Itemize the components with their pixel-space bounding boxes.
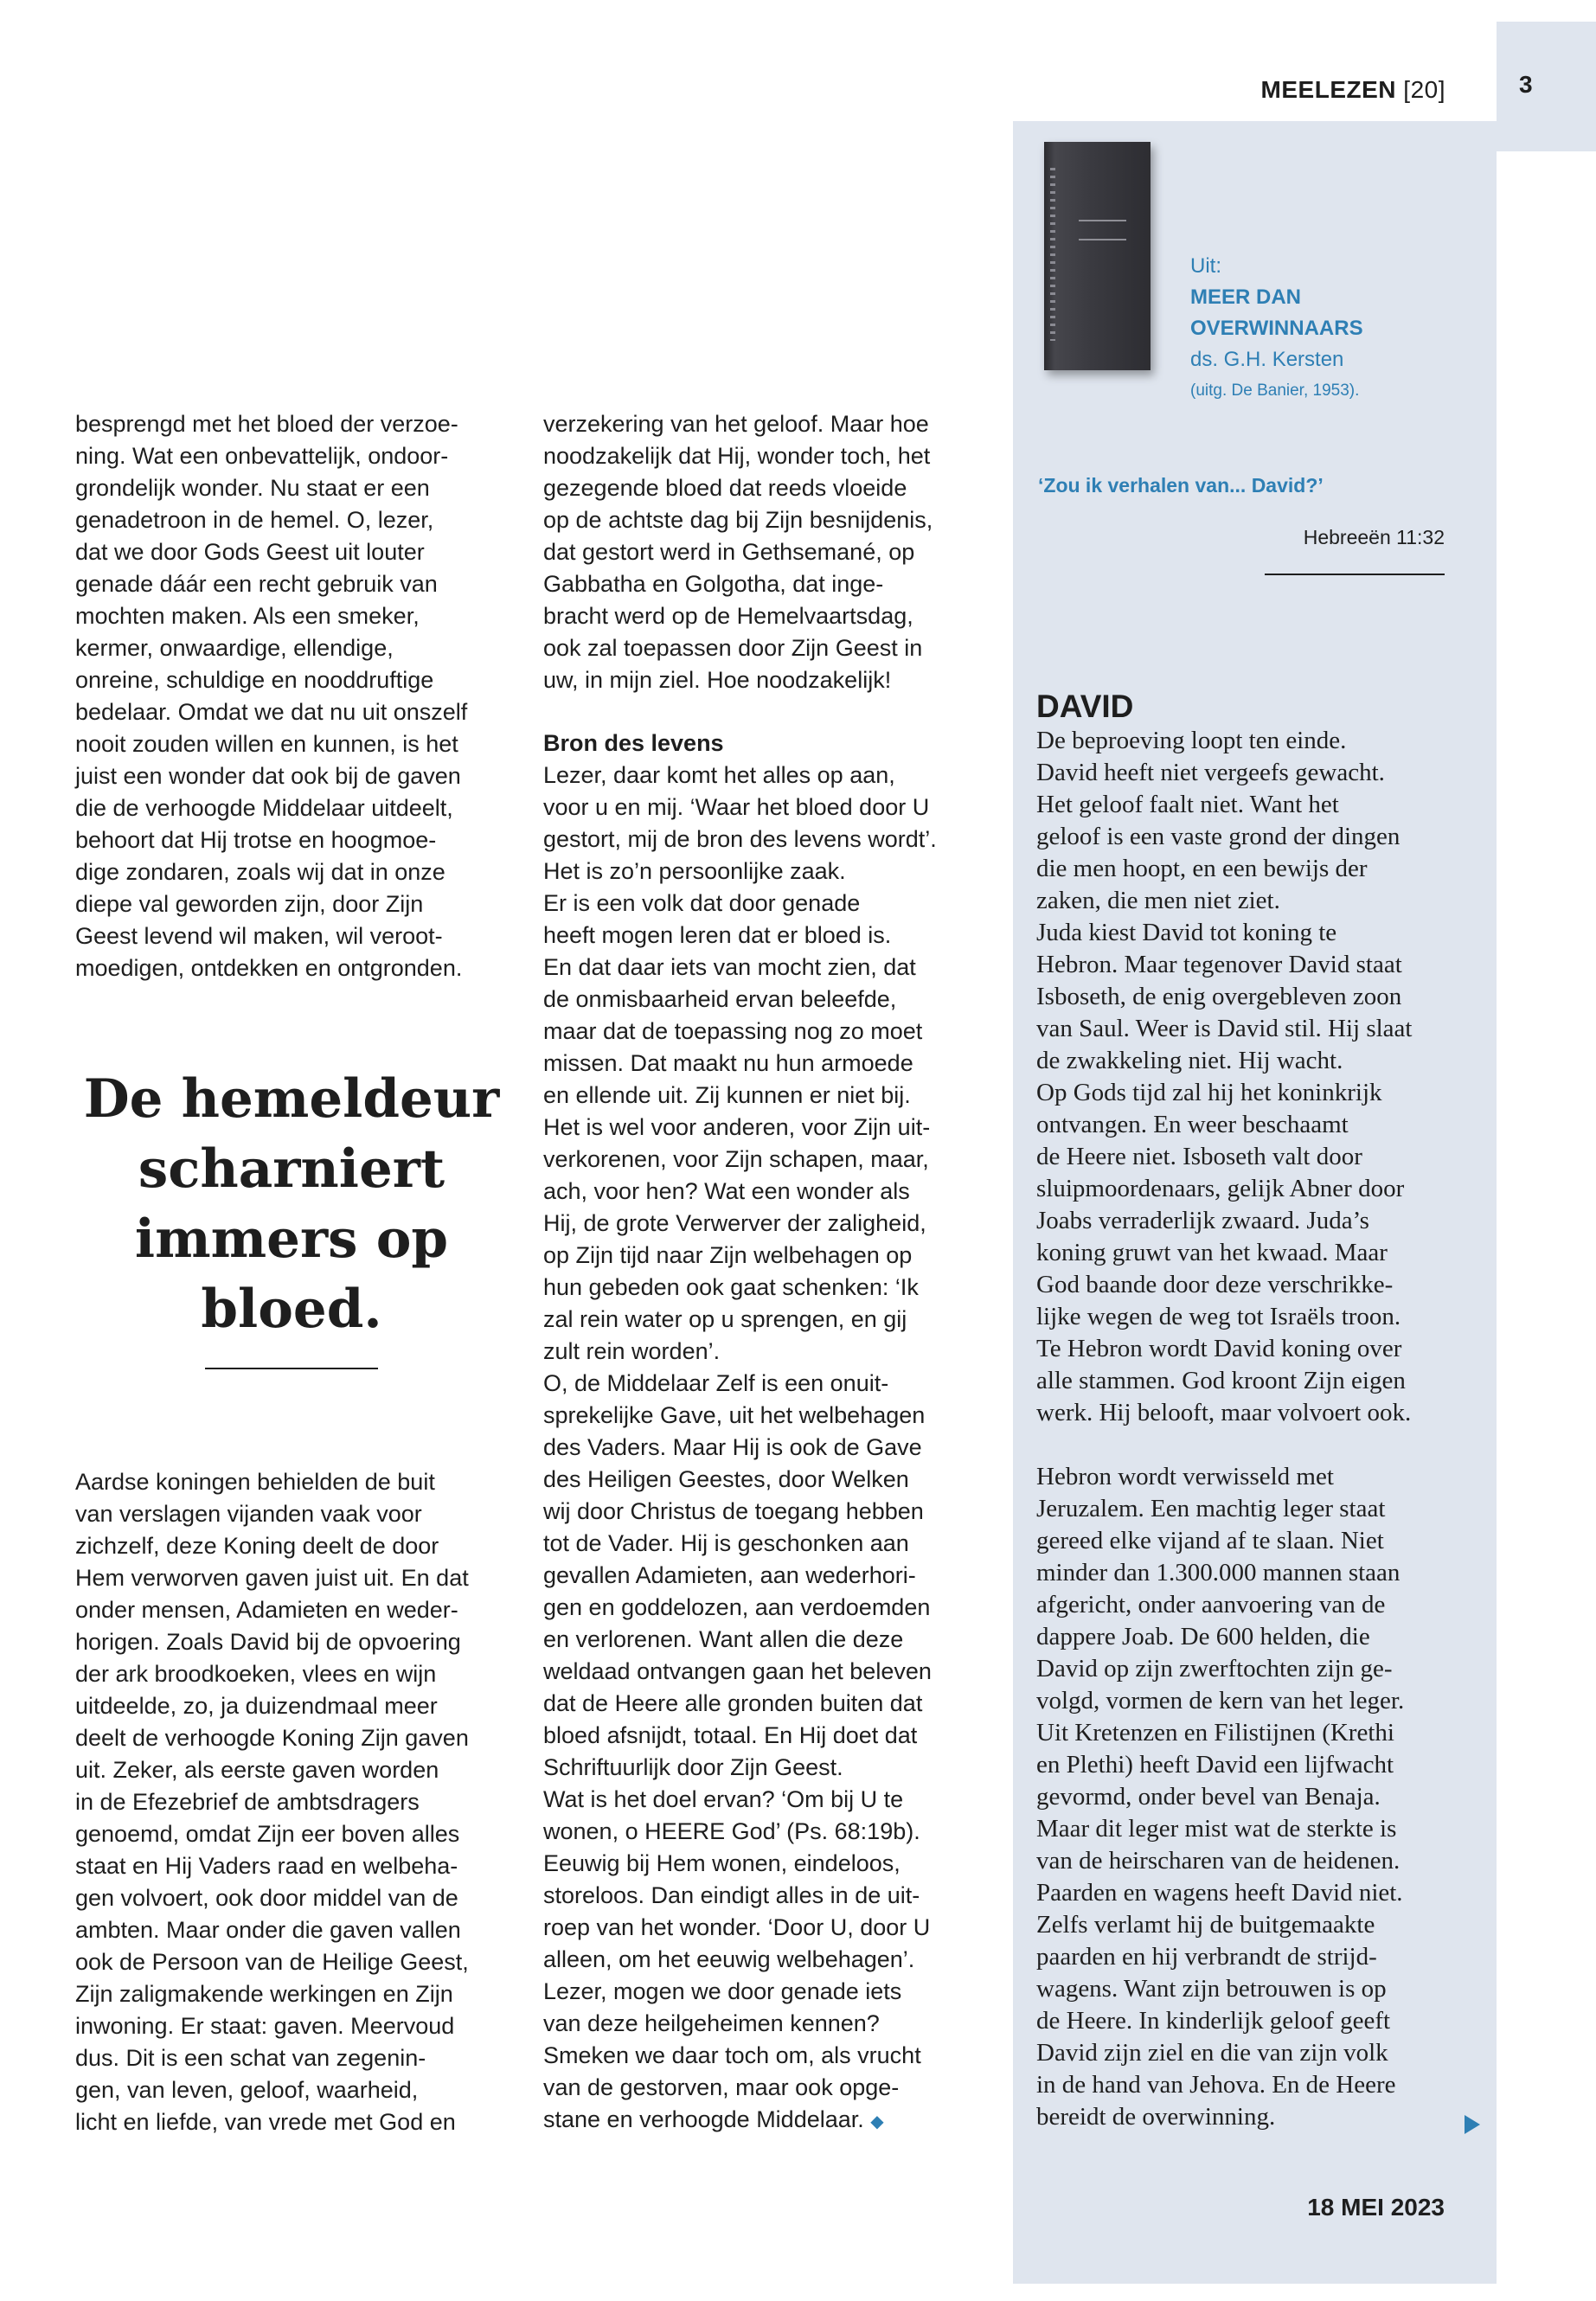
section-header	[1250, 76, 1445, 104]
sidebar-heading: DAVID	[1036, 689, 1134, 724]
source-title: MEER DAN OVERWINNAARS	[1190, 285, 1363, 340]
page-tab	[1497, 22, 1596, 151]
book-spine-decoration	[1050, 168, 1055, 341]
continue-arrow-icon	[1465, 2115, 1480, 2134]
source-info	[1190, 251, 1476, 407]
body-paragraph: verzekering van het geloof. Maar hoe noodzakelijk dat Hij, wonder toch, het gezegende bloed dat reeds vloeide op de achtste dag bij Zijn besnijdenis, dat gestort werd in Gethsemané, op Gabbatha en Golgotha, dat inge- bracht werd op de Hemelvaartsdag, ook zal toepassen door Zijn Geest in uw, in mijn ziel. Hoe noodzakelijk!	[543, 411, 933, 693]
book-title-decoration	[1079, 220, 1126, 240]
sidebar-text	[1036, 725, 1452, 2133]
body-paragraph: besprengd met het bloed der verzoe- ning. Wat een onbevattelijk, ondoor- grondelijk wonder. Nu staat er een genadetroon in de hemel. O, lezer, dat we door Gods Geest uit louter genade dáár een recht gebruik van mochten maken. Als een smeker, kermer, onwaardige, ellendige, onreine, schuldige en nooddruftige bedelaar. Omdat we dat nu uit onszelf nooit zouden willen en kunnen, is het juist een wonder dat ook bij de gaven die de verhoogde Middelaar uitdeelt, behoort dat Hij trotse en hoogmoe- dige zondaren, zoals wij dat in onze diepe val geworden zijn, door Zijn Geest levend wil maken, wil veroot- moedigen, ontdekken en ontgronden.	[75, 411, 468, 981]
body-paragraph: Lezer, daar komt het alles op aan, voor u en mij. ‘Waar het bloed door U gestort, mij de bron des levens wordt’. Het is zo’n persoonlijke zaak. Er is een volk dat door genade heeft mogen leren dat er bloed is. En dat daar iets van mocht zien, dat de onmisbaarheid ervan beleefde, maar dat de toepassing nog zo moet missen. Dat maakt nu hun armoede en ellende uit. Zij kunnen er niet bij. Het is wel voor anderen, voor Zijn uit- verkorenen, voor Zijn schapen, maar, ach, voor hen? Wat een wonder als Hij, de grote Verwerver der zaligheid, op Zijn tijd naar Zijn welbehagen op hun gebeden ook gaat schenken: ‘Ik zal rein water op u sprengen, en gij zult rein worden’. O, de Middelaar Zelf is een onuit- sprekelijke Gave, uit het welbehagen des Vaders. Maar Hij is ook de Gave des Heiligen Geestes, door Welken wij door Christus de toegang hebben tot de Vader. Hij is geschonken aan gevallen Adamieten, aan wederhori- gen en goddelozen, aan verdoemden en verlorenen. Want allen die deze weldaad ontvangen gaan het beleven dat de Heere alle gronden buiten dat bloed afsnijdt, totaal. En Hij doet dat Schriftuurlijk door Zijn Geest. Wat is het doel ervan? ‘Om bij U te wonen, o HEERE God’ (Ps. 68:19b). Eeuwig bij Hem wonen, eindeloos, storeloos. Dan eindigt alles in de uit- roep van het wonder. ‘Door U, door U alleen, om het eeuwig welbehagen’. Lezer, mogen we door genade iets van deze heilgeheimen kennen? Smeken we daar toch om, als vrucht van de gestorven, maar ook opge- stane en verhoogde Middelaar.	[543, 762, 937, 2132]
sidebar-paragraph: Hebron wordt verwisseld met Jeruzalem. Een machtig leger staat gereed elke vijand af te slaan. Niet minder dan 1.300.000 mannen staan afgericht, onder aanvoering van de dappere Joab. De 600 helden, die David op zijn zwerftochten zijn ge- volgd, vormen de kern van het leger. Uit Kretenzen en Filistijnen (Krethi en Plethi) heeft David een lijfwacht gevormd, onder bevel van Benaja. Maar dit leger mist wat de sterkte is van de heirscharen van de heidenen. Paarden en wagens heeft David niet. Zelfs verlamt hij de buitgemaakte paarden en hij verbrandt de strijd- wagens. Want zijn betrouwen is op de Heere. In kinderlijk geloof geeft David zijn ziel en die van zijn volk in de hand van Jehova. En de Heere bereidt de overwinning.	[1036, 1463, 1405, 2131]
middle-column	[543, 408, 997, 2138]
issue-date: 18 MEI 2023	[1307, 2194, 1445, 2221]
source-publisher: (uitg. De Banier, 1953).	[1190, 381, 1360, 400]
body-paragraph-with-end-mark	[543, 760, 997, 2138]
pull-quote-divider	[205, 1368, 378, 1369]
bible-quote: ‘Zou ik verhalen van... David?’	[1038, 474, 1324, 497]
issue-number: [20]	[1403, 76, 1445, 103]
section-title: MEELEZEN	[1260, 76, 1397, 103]
left-column-top	[75, 408, 516, 984]
book-cover-image	[1044, 142, 1151, 370]
source-author: ds. G.H. Kersten	[1190, 348, 1344, 371]
sidebar-paragraph: De beproeving loopt ten einde. David heeft niet vergeefs gewacht. Het geloof faalt niet. Want het geloof is een vaste grond der dingen die men hoopt, en een bewijs der zaken, die men niet ziet. Juda kiest David tot koning te Hebron. Maar tegenover David staat Isboseth, de enig overgebleven zoon van Saul. Weer is David stil. Hij slaat de zwakkeling niet. Hij wacht. Op Gods tijd zal hij het koninkrijk ontvangen. En weer beschaamt de Heere niet. Isboseth valt door sluipmoordenaars, gelijk Abner door Joabs verraderlijk zwaard. Juda’s koning gruwt van het kwaad. Maar God baande door deze verschrikke- lijke wegen de weg tot Israëls troon. Te Hebron wordt David koning over alle stammen. God kroont Zijn eigen werk. Hij belooft, maar volvoert ook.	[1036, 727, 1413, 1426]
end-mark-icon: ◆	[870, 2112, 884, 2131]
body-paragraph: Aardse koningen behielden de buit van verslagen vijanden vaak voor zichzelf, deze Koning deelt de door Hem verworven gaven juist uit. En dat onder mensen, Adamieten en weder- horigen. Zoals David bij de opvoering der ark broodkoeken, vlees en wijn uitdeelde, zo, ja duizendmaal meer deelt de verhoogde Koning Zijn gaven uit. Zeker, als eerste gaven worden in de Efezebrief de ambtsdragers genoemd, omdat Zijn eer boven alles staat en Hij Vaders raad en welbeha- gen volvoert, ook door middel van de ambten. Maar onder die gaven vallen ook de Persoon van de Heilige Geest, Zijn zaligmakende werkingen en Zijn inwoning. Er staat: gaven. Meervoud dus. Dit is een schat van zegenin- gen, van leven, geloof, waarheid, licht en liefde, van vrede met God en	[75, 1469, 469, 2135]
source-intro: Uit:	[1190, 254, 1221, 278]
page-number: 3	[1519, 71, 1533, 98]
left-column-bottom	[75, 1466, 516, 2138]
reference-divider	[1265, 574, 1445, 575]
pull-quote: De hemeldeur scharniert immers op bloed.	[83, 1068, 500, 1340]
bible-reference: Hebreeën 11:32	[1303, 526, 1445, 548]
subheading: Bron des levens	[543, 730, 724, 756]
